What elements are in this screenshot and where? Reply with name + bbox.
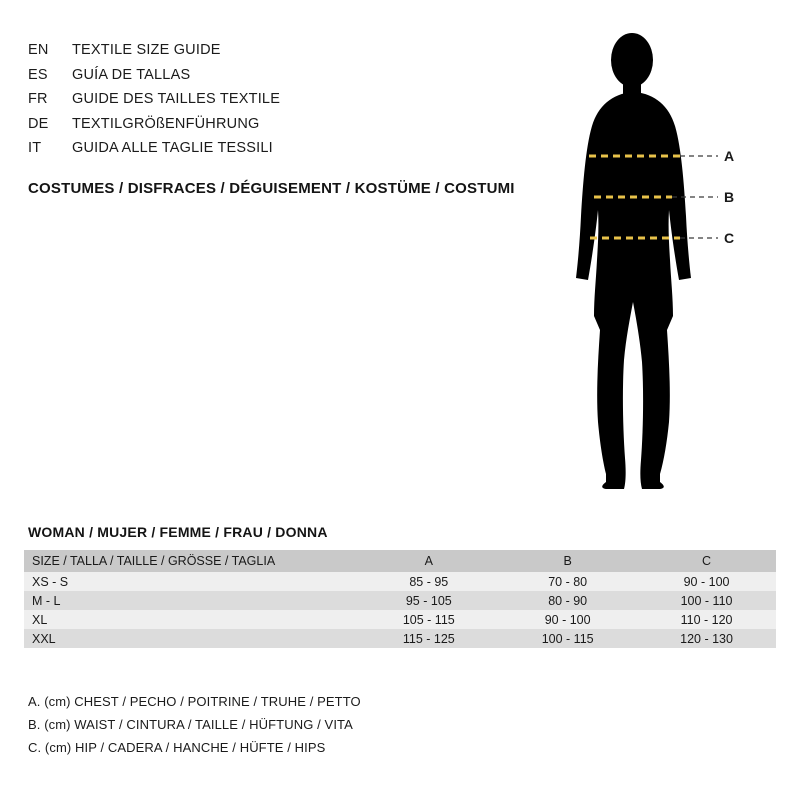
measure-label-a: A: [724, 148, 735, 164]
language-code: IT: [28, 140, 42, 156]
table-header-c: C: [637, 550, 776, 572]
language-code: DE: [28, 115, 49, 132]
cell-size: XXL: [24, 629, 359, 648]
language-text: TEXTILE SIZE GUIDE: [72, 42, 221, 58]
cell-a: 105 - 115: [359, 610, 498, 629]
table-row: [24, 629, 776, 648]
legend-row-b: B. (cm) WAIST / CINTURA / TAILLE / HÜFTUNG / VITA: [28, 717, 353, 732]
cell-a: 95 - 105: [359, 591, 498, 610]
legend-row-c: C. (cm) HIP / CADERA / HANCHE / HÜFTE / HIPS: [28, 740, 326, 755]
cell-b: 90 - 100: [498, 610, 637, 629]
language-text: GUIDE DES TAILLES TEXTILE: [72, 91, 281, 107]
language-text: TEXTILGRÖßENFÜHRUNG: [72, 115, 260, 132]
cell-size: XL: [24, 610, 359, 629]
measurement-lines: [540, 30, 780, 490]
language-row: [28, 63, 448, 88]
cell-a: 85 - 95: [359, 572, 498, 591]
table-header-a: A: [359, 550, 498, 572]
language-code: ES: [28, 66, 48, 83]
cell-b: 70 - 80: [498, 572, 637, 591]
table-row: [24, 572, 776, 591]
language-row: [28, 112, 448, 137]
cell-b: 80 - 90: [498, 591, 637, 610]
body-figure: [540, 30, 780, 490]
cell-c: 110 - 120: [637, 610, 776, 629]
language-text: GUÍA DE TALLAS: [72, 66, 191, 83]
language-row: [28, 136, 448, 161]
legend-row-a: A. (cm) CHEST / PECHO / POITRINE / TRUHE / PETTO: [28, 694, 361, 709]
measure-label-b: B: [724, 189, 735, 205]
cell-size: M - L: [24, 591, 359, 610]
table-header-size: SIZE / TALLA / TAILLE / GRÖSSE / TAGLIA: [24, 550, 359, 572]
language-code: EN: [28, 42, 49, 58]
table-row: [24, 610, 776, 629]
cell-size: XS - S: [24, 572, 359, 591]
costumes-subtitle: COSTUMES / DISFRACES / DÉGUISEMENT / KOSTÜME / COSTUMI: [28, 180, 515, 197]
cell-c: 120 - 130: [637, 629, 776, 648]
table-row: [24, 591, 776, 610]
cell-c: 100 - 110: [637, 591, 776, 610]
cell-c: 90 - 100: [637, 572, 776, 591]
language-list: [28, 38, 448, 161]
cell-b: 100 - 115: [498, 629, 637, 648]
cell-a: 115 - 125: [359, 629, 498, 648]
table-header-row: [24, 550, 776, 572]
table-header-b: B: [498, 550, 637, 572]
table-group-title: WOMAN / MUJER / FEMME / FRAU / DONNA: [28, 524, 328, 540]
language-row: [28, 38, 448, 63]
size-table: [24, 550, 776, 648]
measure-label-c: C: [724, 230, 735, 246]
language-text: GUIDA ALLE TAGLIE TESSILI: [72, 140, 273, 156]
language-code: FR: [28, 91, 48, 107]
language-row: [28, 87, 448, 112]
legend: [28, 690, 628, 759]
